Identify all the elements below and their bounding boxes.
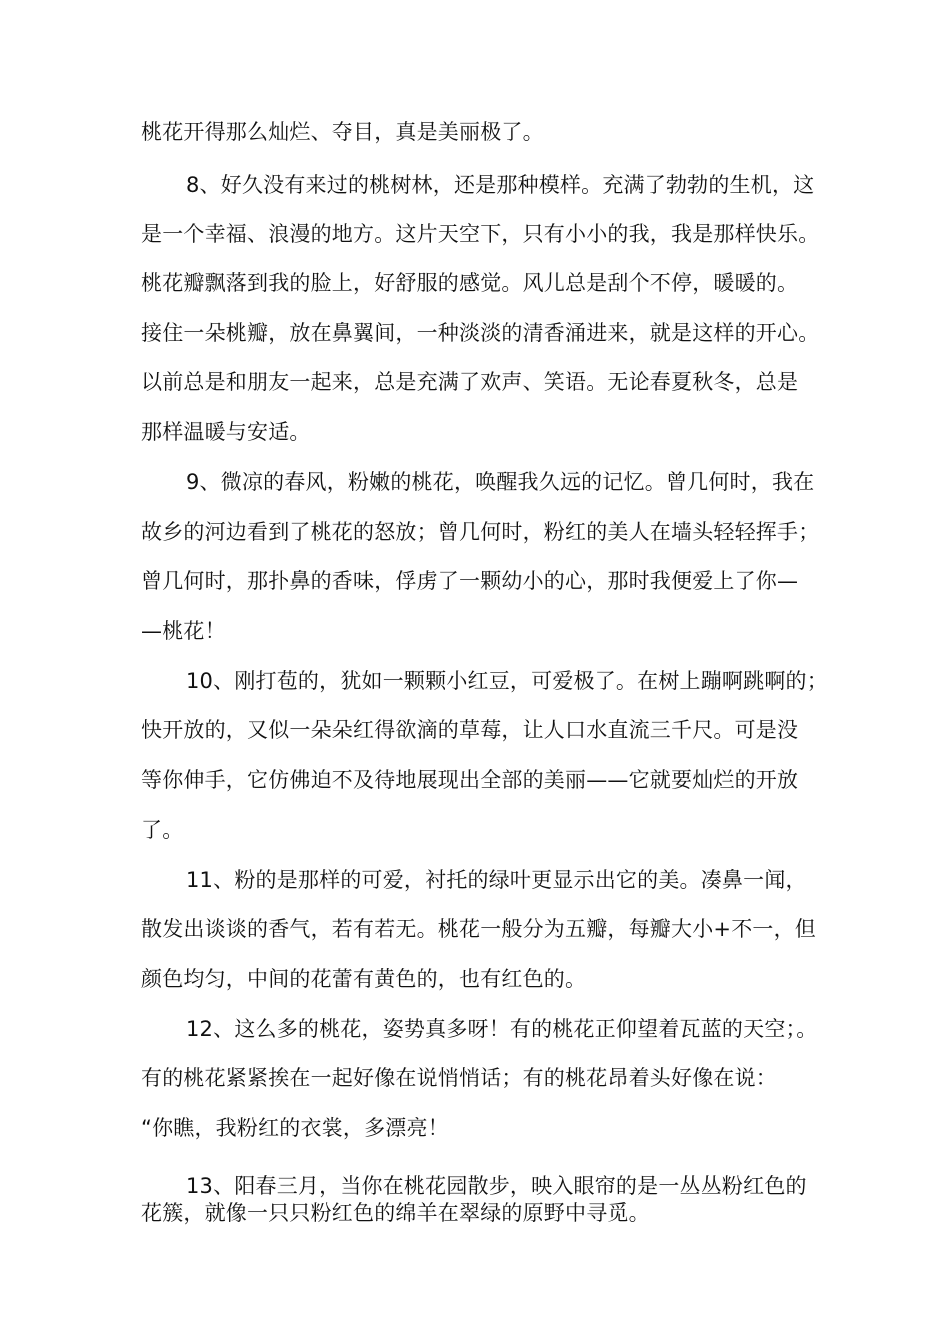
text-line-19: 12、这么多的桃花，姿势真多呀！有的桃花正仰望着瓦蓝的天空；。	[186, 1017, 818, 1041]
text-line-13: 快开放的，又似一朵朵红得欲滴的草莓，让人口水直流三千尺。可是没	[141, 718, 799, 742]
text-line-10: 曾几何时，那扑鼻的香味，俘虏了一颗幼小的心，那时我便爱上了你—	[141, 569, 799, 593]
text-line-16: 11、粉的是那样的可爱，衬托的绿叶更显示出它的美。凑鼻一闻，	[186, 868, 807, 892]
text-line-23: 花簇，就像一只只粉红色的绵羊在翠绿的原野中寻觅。	[141, 1201, 650, 1225]
text-line-1: 桃花开得那么灿烂、夺目，真是美丽极了。	[141, 120, 544, 144]
text-line-21: “你瞧，我粉红的衣裳，多漂亮！	[141, 1116, 449, 1140]
text-line-3: 是一个幸福、浪漫的地方。这片天空下，只有小小的我，我是那样快乐。	[141, 222, 820, 246]
text-line-18: 颜色均匀，中间的花蕾有黄色的，也有红色的。	[141, 967, 587, 991]
text-line-14: 等你伸手，它仿佛迫不及待地展现出全部的美丽——它就要灿烂的开放	[141, 768, 799, 792]
text-line-9: 故乡的河边看到了桃花的怒放；曾几何时，粉红的美人在墙头轻轻挥手；	[141, 520, 820, 544]
text-line-4: 桃花瓣飘落到我的脸上，好舒服的感觉。风儿总是刮个不停，暖暖的。	[141, 271, 799, 295]
text-line-17: 散发出谈谈的香气，若有若无。桃花一般分为五瓣，每瓣大小+不一，但	[141, 917, 816, 941]
text-line-8: 9、微凉的春风，粉嫩的桃花，唤醒我久远的记忆。曾几何时，我在	[186, 470, 815, 494]
text-line-11: —桃花！	[141, 619, 226, 643]
text-line-22: 13、阳春三月，当你在桃花园散步，映入眼帘的是一丛丛粉红色的	[186, 1174, 807, 1198]
text-line-15: 了。	[141, 818, 184, 842]
text-line-20: 有的桃花紧紧挨在一起好像在说悄悄话；有的桃花昂着头好像在说：	[141, 1066, 777, 1090]
text-line-2: 8、好久没有来过的桃树林，还是那种模样。充满了勃勃的生机，这	[186, 173, 815, 197]
text-line-6: 以前总是和朋友一起来，总是充满了欢声、笑语。无论春夏秋冬，总是	[141, 370, 799, 394]
text-line-7: 那样温暖与安适。	[141, 420, 311, 444]
text-line-12: 10、刚打苞的，犹如一颗颗小红豆，可爱极了。在树上蹦啊跳啊的；	[186, 669, 828, 693]
text-line-5: 接住一朵桃瓣，放在鼻翼间，一种淡淡的清香涌进来，就是这样的开心。	[141, 321, 820, 345]
